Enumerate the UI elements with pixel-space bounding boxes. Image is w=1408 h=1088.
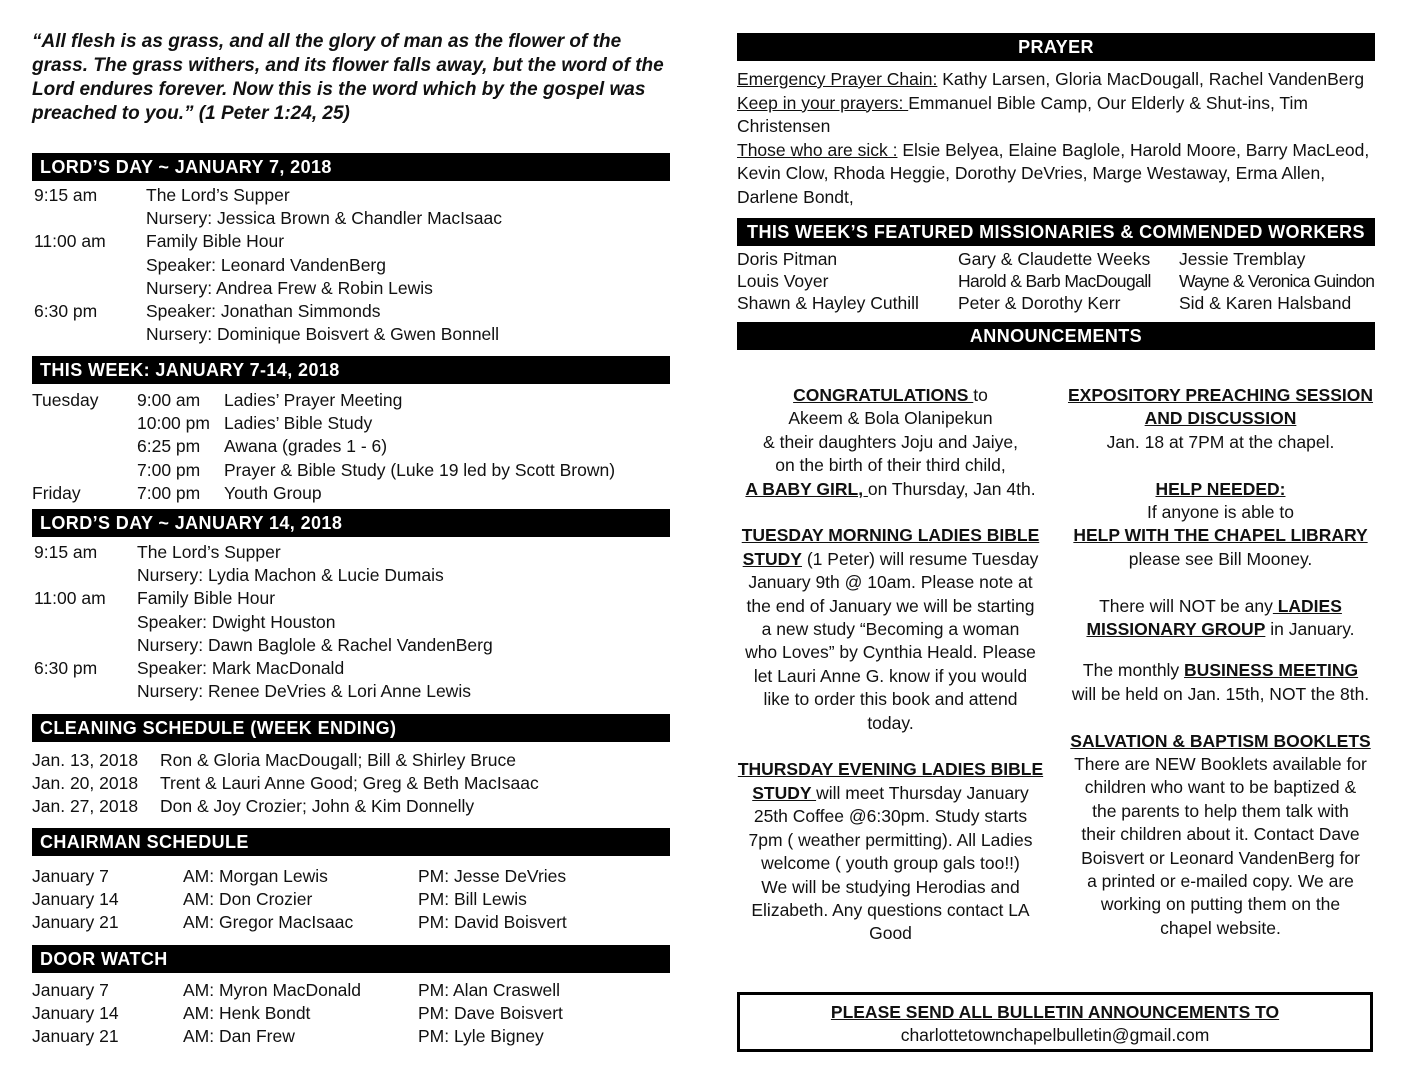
schedule-pm: PM: Bill Lewis <box>418 889 527 910</box>
schedule-date: January 7 <box>32 980 109 1000</box>
prayer-chain <box>737 68 1382 92</box>
missionary-name: Gary & Claudette Weeks <box>958 249 1151 269</box>
section-title: CLEANING SCHEDULE (WEEK ENDING) <box>40 718 397 738</box>
prayer-chain-text: Kathy Larsen, Gloria MacDougall, Rachel VandenBerg <box>937 69 1365 89</box>
missionary-row <box>737 270 1382 292</box>
help-needed-highlight: HELP WITH THE CHAPEL LIBRARY <box>1073 525 1368 546</box>
tuesday-study-label: STUDY <box>742 548 802 569</box>
prayer-chain-label: Emergency Prayer Chain: <box>737 69 938 89</box>
schedule-text: The Lord’s Supper <box>137 542 281 562</box>
schedule-text: Speaker: Leonard VandenBerg <box>146 254 386 275</box>
chairman-schedule <box>32 865 672 935</box>
salvation-booklets-text: the parents to help them talk with <box>1092 800 1349 821</box>
tuesday-study-text: like to order this book and attend <box>763 689 1018 710</box>
schedule-text: The Lord’s Supper <box>146 185 290 205</box>
schedule-text: Youth Group <box>224 482 322 503</box>
salvation-booklets-text: There are NEW Booklets available for <box>1074 754 1367 775</box>
prayer-section <box>737 68 1382 209</box>
schedule-time: 7:00 pm <box>137 459 201 480</box>
congrats-highlight: A BABY GIRL, <box>745 478 868 499</box>
congrats-text: on Thursday, Jan 4th. <box>867 478 1036 499</box>
lords-day-2-schedule <box>32 541 672 703</box>
missionary-row <box>737 292 1382 314</box>
thursday-study-announcement <box>737 758 1044 945</box>
schedule-time: 9:00 am <box>137 390 201 410</box>
schedule-row <box>32 1002 672 1025</box>
schedule-row <box>32 749 672 772</box>
cleaning-schedule <box>32 749 672 819</box>
salvation-booklets-label: SALVATION & BAPTISM BOOKLETS <box>1070 730 1371 751</box>
schedule-row <box>32 435 672 458</box>
thursday-study-text: We will be studying Herodias and <box>761 876 1020 897</box>
schedule-row <box>32 207 672 230</box>
lords-day-1-header <box>32 153 670 181</box>
schedule-row <box>32 888 672 911</box>
congrats-text: to <box>973 385 988 405</box>
chairman-header <box>32 828 670 856</box>
schedule-row <box>32 389 672 412</box>
schedule-row <box>32 911 672 934</box>
schedule-row <box>32 254 672 277</box>
schedule-text: Ladies’ Prayer Meeting <box>224 390 403 410</box>
announcements-header <box>737 322 1375 350</box>
salvation-booklets-text: chapel website. <box>1160 917 1281 938</box>
schedule-row <box>32 300 672 323</box>
schedule-time: 9:15 am <box>34 542 98 562</box>
schedule-date: January 14 <box>32 1003 119 1024</box>
missionary-name: Sid & Karen Halsband <box>1179 293 1352 313</box>
schedule-row <box>32 541 672 564</box>
thursday-study-text: Elizabeth. Any questions contact LA <box>751 899 1030 920</box>
tuesday-study-text: the end of January we will be starting <box>746 595 1035 616</box>
door-watch-schedule <box>32 979 672 1049</box>
congrats-text: on the birth of their third child, <box>775 455 1006 476</box>
schedule-row <box>32 865 672 888</box>
announcements-left <box>737 384 1044 946</box>
schedule-text: Nursery: Lydia Machon & Lucie Dumais <box>137 565 444 586</box>
thursday-study-text: Good <box>869 923 912 944</box>
prayer-sick <box>737 139 1382 210</box>
schedule-text: Nursery: Dominique Boisvert & Gwen Bonnell <box>146 324 500 345</box>
thursday-study-label: STUDY <box>752 782 817 803</box>
thursday-study-text: welcome ( youth group gals too!!) <box>761 853 1020 874</box>
missionary-name: Shawn & Hayley Cuthill <box>737 293 919 313</box>
schedule-row <box>32 184 672 207</box>
tuesday-study-announcement <box>737 524 1044 735</box>
schedule-am: AM: Henk Bondt <box>183 1003 311 1024</box>
schedule-time: 11:00 am <box>34 588 106 609</box>
schedule-text: Don & Joy Crozier; John & Kim Donnelly <box>160 796 475 817</box>
schedule-text: Trent & Lauri Anne Good; Greg & Beth MacIsaac <box>160 773 539 794</box>
tuesday-study-text: (1 Peter) will resume Tuesday <box>801 548 1039 569</box>
schedule-date: January 21 <box>32 1026 119 1047</box>
tuesday-study-text: today. <box>867 712 914 733</box>
missionary-row <box>737 248 1382 270</box>
salvation-booklets-announcement <box>1064 730 1377 941</box>
schedule-pm: PM: Jesse DeVries <box>418 866 567 886</box>
section-title: ANNOUNCEMENTS <box>969 326 1143 346</box>
congrats-label: CONGRATULATIONS <box>793 385 974 405</box>
section-title: THIS WEEK: JANUARY 7-14, 2018 <box>40 360 340 380</box>
schedule-row <box>32 611 672 634</box>
schedule-am: AM: Dan Frew <box>183 1026 295 1047</box>
this-week-schedule <box>32 389 672 505</box>
missionary-name: Jessie Tremblay <box>1179 249 1306 269</box>
schedule-time: 9:15 am <box>34 185 98 205</box>
schedule-text: Nursery: Renee DeVries & Lori Anne Lewis <box>137 681 471 702</box>
schedule-time: 6:25 pm <box>137 436 201 457</box>
submission-email[interactable]: charlottetownchapelbulletin@gmail.com <box>900 1025 1210 1045</box>
schedule-row <box>32 412 672 435</box>
cleaning-header <box>32 714 670 742</box>
lords-day-2-header <box>32 509 670 537</box>
schedule-am: AM: Don Crozier <box>183 889 313 910</box>
help-needed-text: please see Bill Mooney. <box>1128 548 1313 569</box>
schedule-row <box>32 323 672 346</box>
missionary-name: Louis Voyer <box>737 271 829 291</box>
schedule-row <box>32 634 672 657</box>
schedule-text: Speaker: Jonathan Simmonds <box>146 300 381 321</box>
prayer-sick-label: Those who are sick : <box>737 139 898 160</box>
business-meeting-announcement <box>1064 659 1377 706</box>
help-needed-announcement <box>1064 478 1377 572</box>
schedule-row <box>32 230 672 253</box>
schedule-date: Jan. 13, 2018 <box>32 750 139 770</box>
lords-day-1-schedule <box>32 184 672 346</box>
business-meeting-text: will be held on Jan. 15th, NOT the 8th. <box>1071 683 1370 704</box>
schedule-pm: PM: Dave Boisvert <box>418 1003 563 1024</box>
schedule-time: 10:00 pm <box>137 413 210 434</box>
tuesday-study-text: let Lauri Anne G. know if you would <box>753 665 1028 686</box>
schedule-am: AM: Gregor MacIsaac <box>183 912 354 933</box>
schedule-time: 11:00 am <box>34 231 106 252</box>
help-needed-text: If anyone is able to <box>1147 502 1294 523</box>
business-meeting-text: The monthly <box>1082 660 1185 681</box>
schedule-time: 6:30 pm <box>34 657 98 678</box>
schedule-am: AM: Morgan Lewis <box>183 866 328 886</box>
schedule-row <box>32 564 672 587</box>
scripture-quote: “All flesh is as grass, and all the glory of man as the flower of the grass. The grass withers, and its flower falls away, but the word of the Lord endures forever. Now this is the word which by the gospel was preached to you.” (1 Peter 1:24, 25) <box>32 31 664 124</box>
schedule-row <box>32 459 672 482</box>
schedule-text: Awana (grades 1 - 6) <box>224 436 388 457</box>
missionaries-grid <box>737 248 1382 314</box>
ladies-missionary-label: MISSIONARY GROUP <box>1086 619 1266 640</box>
schedule-date: Jan. 27, 2018 <box>32 796 139 817</box>
tuesday-study-label: TUESDAY MORNING LADIES BIBLE <box>741 525 1040 546</box>
missionary-name: Harold & Barb MacDougall <box>958 271 1151 291</box>
schedule-date: Jan. 20, 2018 <box>32 773 139 794</box>
salvation-booklets-text: a printed or e-mailed copy. We are <box>1087 871 1354 892</box>
missionary-name: Doris Pitman <box>737 249 838 269</box>
schedule-row <box>32 657 672 680</box>
schedule-row <box>32 680 672 703</box>
thursday-study-text: 25th Coffee @6:30pm. Study starts <box>753 806 1028 827</box>
schedule-text: Speaker: Mark MacDonald <box>137 657 345 678</box>
prayer-keep <box>737 92 1382 139</box>
thursday-study-text: will meet Thursday January <box>816 782 1029 803</box>
prayer-keep-label: Keep in your prayers: <box>737 92 909 113</box>
ladies-missionary-label: LADIES <box>1272 595 1342 616</box>
prayer-sick-text: Elsie Belyea, Elaine Baglole, Harold Moore, Barry MacLeod, Kevin Clow, Rhoda Heggie, Dorothy DeVries, Marge Westaway, Erma Allen, Darlene Bondt, <box>737 139 1370 207</box>
section-title: CHAIRMAN SCHEDULE <box>40 832 249 852</box>
salvation-booklets-text: children who want to be baptized & <box>1084 777 1357 798</box>
congratulations-announcement <box>737 384 1044 501</box>
tuesday-study-text: January 9th @ 10am. Please note at <box>748 572 1033 593</box>
thursday-study-text: 7pm ( weather permitting). All Ladies <box>748 829 1033 850</box>
schedule-date: January 21 <box>32 912 119 933</box>
expository-label: AND DISCUSSION <box>1144 408 1297 429</box>
schedule-row <box>32 277 672 300</box>
schedule-text: Family Bible Hour <box>137 588 276 609</box>
schedule-row <box>32 587 672 610</box>
schedule-pm: PM: David Boisvert <box>418 912 567 933</box>
schedule-row <box>32 772 672 795</box>
schedule-am: AM: Myron MacDonald <box>183 980 361 1000</box>
schedule-text: Family Bible Hour <box>146 231 285 252</box>
schedule-date: January 7 <box>32 866 109 886</box>
expository-text: Jan. 18 at 7PM at the chapel. <box>1106 431 1335 452</box>
missionaries-header <box>737 218 1375 246</box>
schedule-day: Friday <box>32 482 81 503</box>
section-title: THIS WEEK’S FEATURED MISSIONARIES & COMMENDED WORKERS <box>747 222 1365 242</box>
bulletin-submission-box <box>737 992 1373 1052</box>
submission-title: PLEASE SEND ALL BULLETIN ANNOUNCEMENTS TO <box>830 1002 1280 1022</box>
schedule-row <box>32 979 672 1002</box>
schedule-text: Nursery: Jessica Brown & Chandler MacIsaac <box>146 208 502 229</box>
salvation-booklets-text: their children about it. Contact Dave <box>1081 824 1360 845</box>
missionary-name: Peter & Dorothy Kerr <box>958 293 1121 313</box>
section-title: LORD’S DAY ~ JANUARY 7, 2018 <box>40 157 332 177</box>
schedule-row <box>32 795 672 818</box>
schedule-row <box>32 482 672 505</box>
ladies-missionary-text: There will NOT be any <box>1099 595 1273 616</box>
schedule-text: Ladies’ Bible Study <box>224 413 373 434</box>
salvation-booklets-text: working on putting them on the <box>1100 894 1341 915</box>
schedule-text: Nursery: Dawn Baglole & Rachel VandenBerg <box>137 634 493 655</box>
schedule-text: Speaker: Dwight Houston <box>137 611 336 632</box>
congrats-text: & their daughters Joju and Jaiye, <box>763 431 1018 452</box>
schedule-text: Nursery: Andrea Frew & Robin Lewis <box>146 277 433 298</box>
expository-label: EXPOSITORY PREACHING SESSION <box>1067 385 1374 405</box>
tuesday-study-text: who Loves” by Cynthia Heald. Please <box>745 642 1036 663</box>
prayer-header <box>737 33 1375 61</box>
expository-announcement <box>1064 384 1377 454</box>
schedule-pm: PM: Lyle Bigney <box>418 1026 544 1047</box>
schedule-text: Prayer & Bible Study (Luke 19 led by Scott Brown) <box>224 459 616 480</box>
section-title: LORD’S DAY ~ JANUARY 14, 2018 <box>40 513 343 533</box>
congrats-text: Akeem & Bola Olanipekun <box>788 408 993 429</box>
announcements-right <box>1064 384 1377 940</box>
schedule-day: Tuesday <box>32 390 99 410</box>
salvation-booklets-text: Boisvert or Leonard VandenBerg for <box>1081 847 1360 868</box>
ladies-missionary-announcement <box>1064 595 1377 642</box>
section-title: DOOR WATCH <box>40 949 168 969</box>
thursday-study-label: THURSDAY EVENING LADIES BIBLE <box>737 759 1044 780</box>
schedule-text: Ron & Gloria MacDougall; Bill & Shirley Bruce <box>160 750 516 770</box>
schedule-pm: PM: Alan Craswell <box>418 980 560 1000</box>
business-meeting-label: BUSINESS MEETING <box>1184 660 1359 681</box>
schedule-time: 6:30 pm <box>34 300 98 321</box>
schedule-date: January 14 <box>32 889 119 910</box>
this-week-header <box>32 356 670 384</box>
prayer-keep-text: Emmanuel Bible Camp, Our Elderly & Shut-ins, Tim Christensen <box>737 92 1308 136</box>
section-title: PRAYER <box>1018 37 1094 57</box>
tuesday-study-text: a new study “Becoming a woman <box>761 619 1020 640</box>
help-needed-label: HELP NEEDED: <box>1155 478 1286 499</box>
door-watch-header <box>32 945 670 973</box>
missionary-name: Wayne & Veronica Guindon <box>1179 271 1375 291</box>
schedule-row <box>32 1025 672 1048</box>
schedule-time: 7:00 pm <box>137 482 201 503</box>
ladies-missionary-text: in January. <box>1265 619 1355 640</box>
